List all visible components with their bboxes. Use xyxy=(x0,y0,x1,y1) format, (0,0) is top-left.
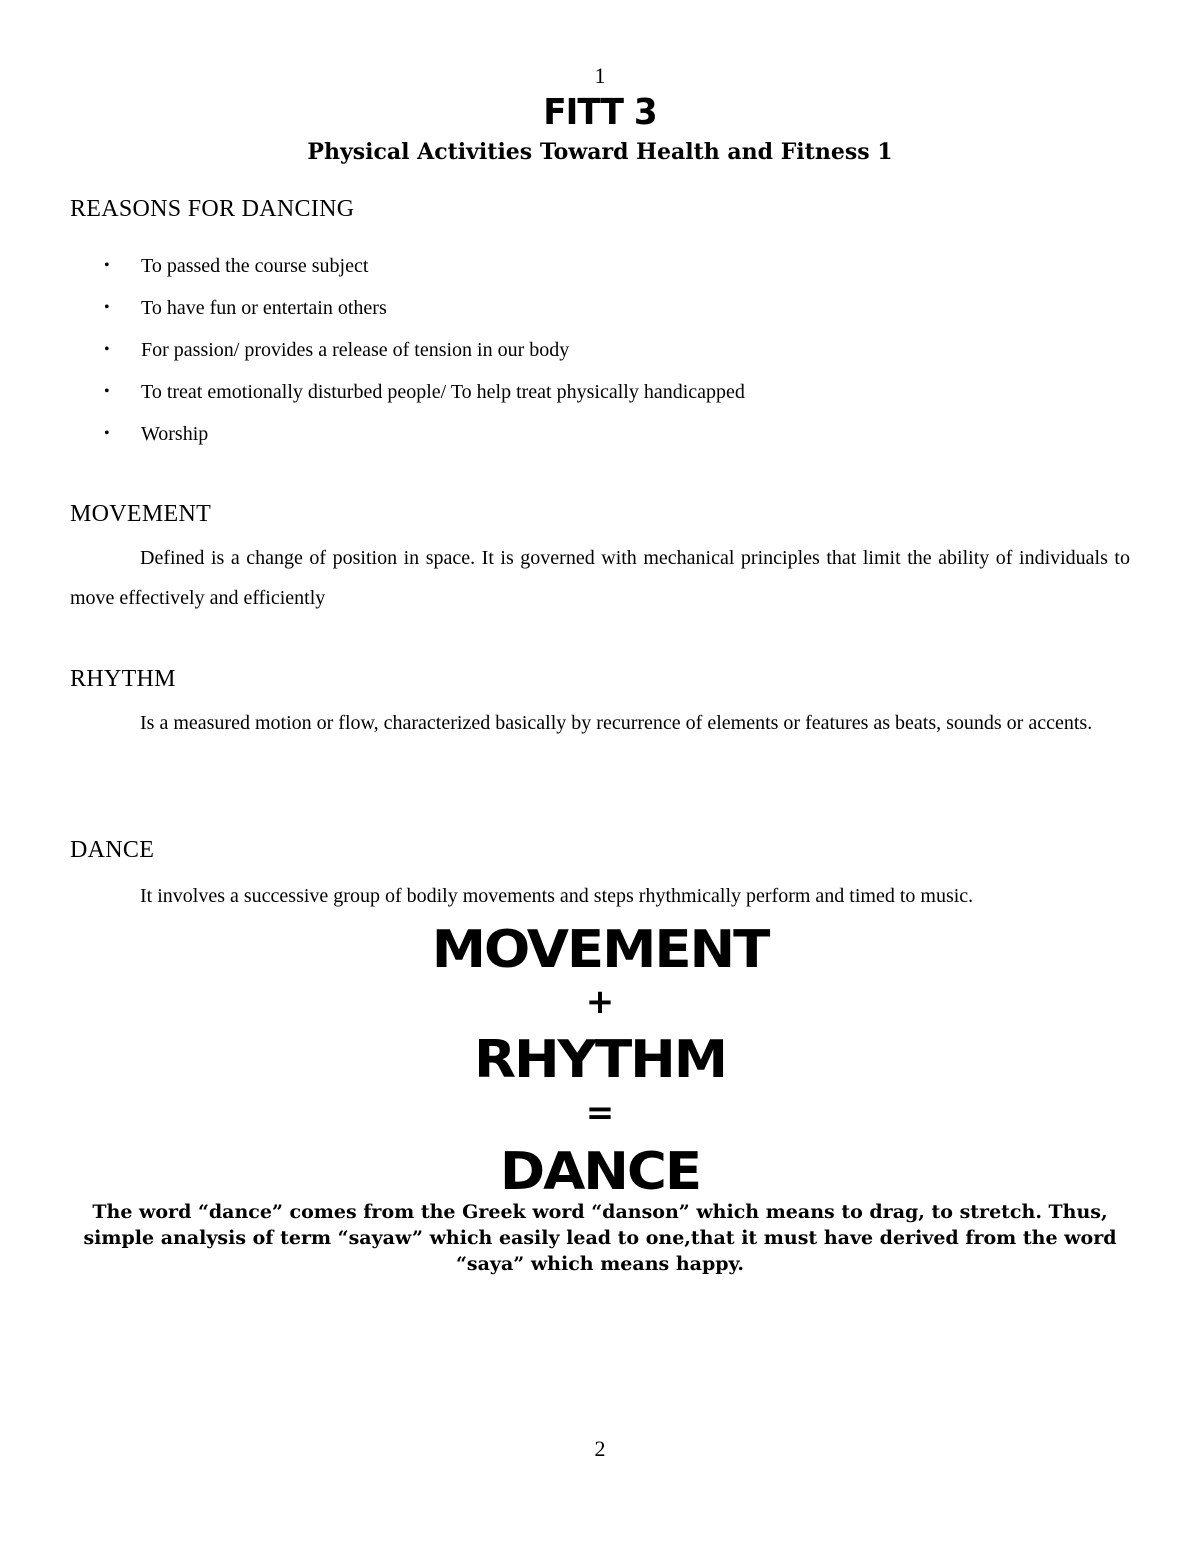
equation-plus: + xyxy=(585,982,615,1022)
document-subtitle: Physical Activities Toward Health and Fitness 1 xyxy=(307,139,893,165)
list-item-text: To have fun or entertain others xyxy=(141,297,387,319)
document-title: FITT 3 xyxy=(543,92,657,133)
bullet-icon: • xyxy=(104,425,110,442)
page-number-top: 1 xyxy=(594,63,606,88)
rhythm-heading: RHYTHM xyxy=(70,666,176,692)
equation-term-rhythm: RHYTHM xyxy=(474,1030,726,1090)
list-item xyxy=(104,378,745,420)
list-item xyxy=(104,294,745,336)
etymology-note: The word “dance” comes from the Greek word “danson” which means to drag, to stretch. Thus, simple analysis of term “sayaw” which easily lead to one,that it must have derived from the word “saya” which means happy. xyxy=(83,1201,1117,1275)
bullet-icon: • xyxy=(104,257,110,274)
dance-definition: It involves a successive group of bodily movements and steps rhythmically perform and timed to music. xyxy=(140,885,974,907)
list-item xyxy=(104,420,745,462)
rhythm-definition: Is a measured motion or flow, characterized basically by recurrence of elements or features as beats, sounds or accents. xyxy=(140,712,1093,734)
reasons-list xyxy=(104,252,745,462)
list-item xyxy=(104,252,745,294)
bullet-icon: • xyxy=(104,383,110,400)
equation-result-dance: DANCE xyxy=(499,1142,701,1202)
list-item-text: To treat emotionally disturbed people/ To help treat physically handicapped xyxy=(141,381,745,403)
movement-heading: MOVEMENT xyxy=(70,501,212,527)
equation-equals: = xyxy=(585,1093,615,1133)
list-item xyxy=(104,336,745,378)
reasons-heading: REASONS FOR DANCING xyxy=(70,196,355,222)
page-number-bottom: 2 xyxy=(594,1436,606,1461)
movement-definition: Defined is a change of position in space. It is governed with mechanical principles that limit the ability of individuals to move effectively and efficiently xyxy=(70,547,1130,609)
dance-heading: DANCE xyxy=(70,837,155,863)
bullet-icon: • xyxy=(104,341,110,358)
list-item-text: Worship xyxy=(141,423,209,445)
list-item-text: To passed the course subject xyxy=(141,255,369,277)
equation-term-movement: MOVEMENT xyxy=(431,920,769,980)
list-item-text: For passion/ provides a release of tension in our body xyxy=(141,339,570,361)
bullet-icon: • xyxy=(104,299,110,316)
